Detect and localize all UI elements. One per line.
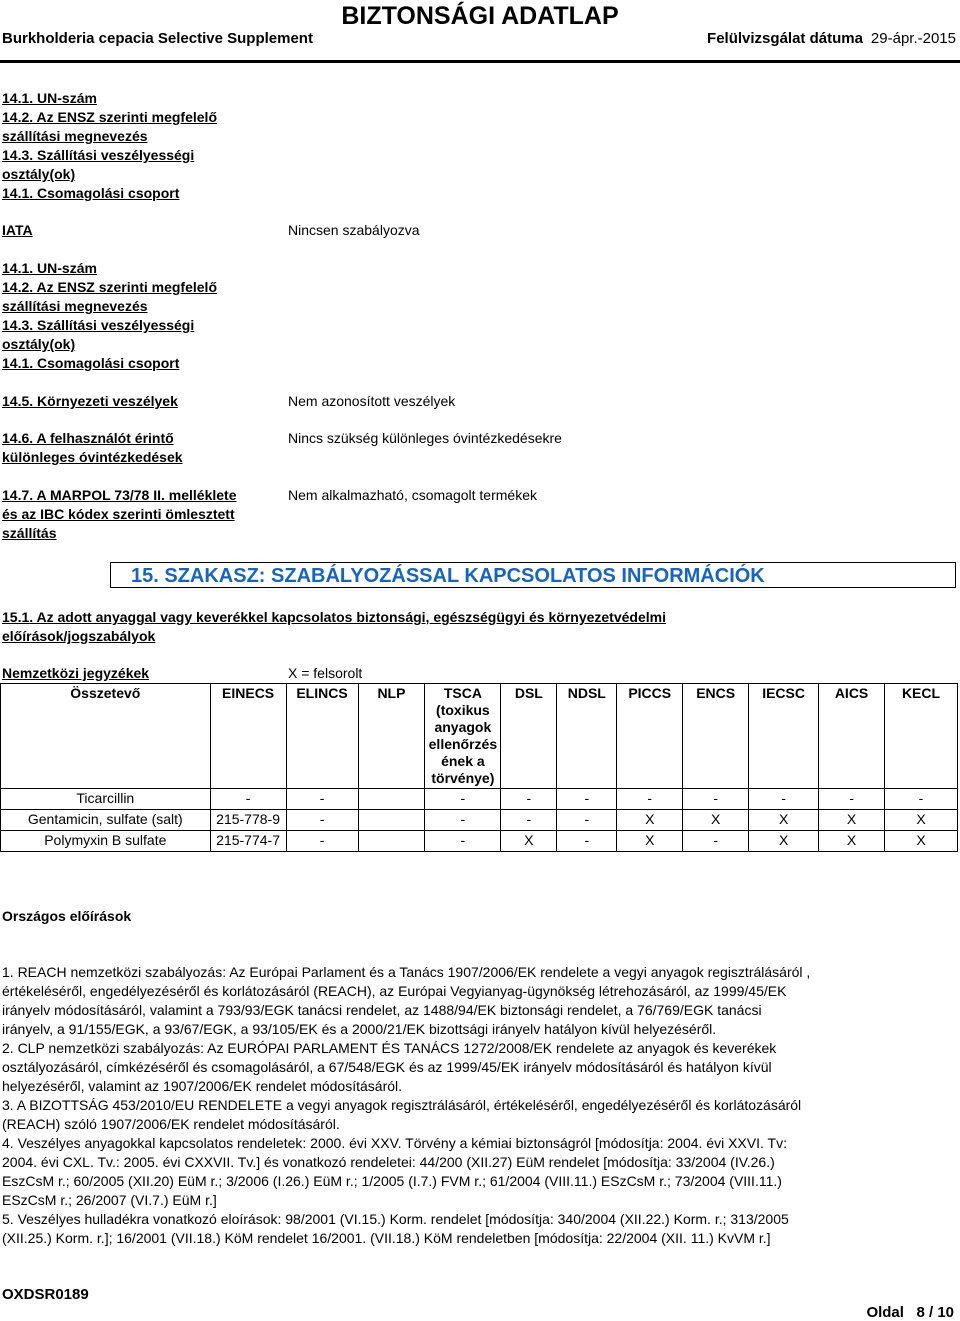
table-cell: X	[749, 810, 819, 831]
regulation-line: 3. A BIZOTTSÁG 453/2010/EU RENDELETE a vegyi anyagok regisztrálásáról, értékeléséről, engedélyezéséről és korlátozásáról	[2, 1097, 802, 1113]
col-header: AICS	[819, 684, 885, 789]
table-cell: -	[425, 789, 501, 810]
product-name: Burkholderia cepacia Selective Supplement	[2, 30, 313, 47]
env-hazard-value: Nem azonosított veszélyek	[288, 393, 456, 409]
regulation-line: 5. Veszélyes hulladékra vonatkozó eloírások: 98/2001 (VI.15.) Korm. rendelet [módosítja: 340/2004 (XII.22.) Korm. r.; 313/2005	[2, 1211, 789, 1227]
revision-info	[707, 30, 956, 47]
regulation-line: EszCsM r.; 60/2005 (XII.20) EüM r.; 3/2006 (I.26.) EüM r.; 1/2005 (I.7.) FVM r.; 61/2004 (VIII.11.) ESzCsM r.; 73/2004 (VIII.11.)	[2, 1173, 782, 1189]
regulation-line: (XII.25.) Korm. r.]; 16/2001 (VII.18.) KöM rendelet 16/2001. (VII.18.) KöM rendeletben [módosítja: 22/2004 (XII. 11.) KvVM r.]	[2, 1230, 771, 1246]
regulation-line: 2004. évi CXL. Tv.: 2005. évi CXXVII. Tv.] és vonatkozó rendeletei: 44/200 (XII.27) EüM rendelet [módosítja: 33/2004 (IV.26.)	[2, 1154, 775, 1170]
table-cell: -	[501, 810, 557, 831]
table-cell: -	[617, 789, 683, 810]
table-row	[1, 789, 958, 810]
table-cell	[358, 831, 425, 852]
regulation-line: irányelv, a 91/155/EGK, a 93/67/EGK, a 93/105/EK és a 2000/21/EK bizottsági irányelv hatályon kívül helyezéséről.	[2, 1021, 717, 1037]
table-cell: X	[749, 831, 819, 852]
international-inventories-label: Nemzetközi jegyzékek	[2, 665, 150, 681]
col-header: IECSC	[749, 684, 819, 789]
table-cell: -	[885, 789, 958, 810]
table-row	[1, 810, 958, 831]
table-header-row	[1, 684, 958, 789]
table-row	[1, 831, 958, 852]
table-cell: Gentamicin, sulfate (salt)	[1, 810, 211, 831]
col-header: DSL	[501, 684, 557, 789]
table-cell: -	[683, 789, 749, 810]
shipping-name-label-cont: szállítási megnevezés	[2, 298, 148, 314]
table-cell: -	[425, 831, 501, 852]
hazard-class-label: 14.3. Szállítási veszélyességi	[2, 317, 195, 333]
shipping-name-label-cont: szállítási megnevezés	[2, 128, 148, 144]
regulation-line: 1. REACH nemzetközi szabályozás: Az Európai Parlament és a Tanács 1907/2006/EK rendelete a vegyi anyagok regisztrálásáról ,	[2, 964, 811, 980]
page-number	[866, 1304, 954, 1321]
user-precautions-label: 14.6. A felhasználót érintő különleges óvintézkedések	[2, 430, 183, 465]
iata-value: Nincsen szabályozva	[288, 222, 420, 238]
table-cell: -	[819, 789, 885, 810]
col-header: KECL	[885, 684, 958, 789]
regulation-line: osztályozásáról, címkézéséről és csomagolásáról, a 67/548/EGK és az 1999/45/EK irányelv módosításáról és hatályon kívül	[2, 1059, 772, 1075]
packing-group-label: 14.1. Csomagolási csoport	[2, 355, 180, 371]
table-cell: Polymyxin B sulfate	[1, 831, 211, 852]
table-cell: X	[683, 810, 749, 831]
subsection-15-1-heading: 15.1. Az adott anyaggal vagy keverékkel kapcsolatos biztonsági, egészségügyi és környezetvédelmi előírások/jogszabályok	[2, 609, 666, 644]
table-cell: -	[425, 810, 501, 831]
inventory-table	[0, 683, 958, 852]
table-cell: 215-774-7	[210, 831, 286, 852]
table-cell: -	[749, 789, 819, 810]
table-cell: X	[501, 831, 557, 852]
hazard-class-label: 14.3. Szállítási veszélyességi	[2, 147, 195, 163]
hazard-class-label-cont: osztály(ok)	[2, 336, 76, 352]
table-cell: X	[617, 831, 683, 852]
table-cell: -	[286, 831, 358, 852]
iata-heading: IATA	[2, 222, 33, 238]
col-header: NLP	[358, 684, 425, 789]
regulation-line: (REACH) szóló 1907/2006/EK rendelet módosításáról.	[2, 1116, 340, 1132]
regulation-line: ESzCsM r.; 26/2007 (VI.7.) EüM r.]	[2, 1192, 217, 1208]
packing-group-label: 14.1. Csomagolási csoport	[2, 185, 180, 201]
table-cell: -	[210, 789, 286, 810]
col-header: PICCS	[617, 684, 683, 789]
revision-date: 29-ápr.-2015	[870, 30, 956, 47]
table-cell: -	[286, 789, 358, 810]
table-cell: X	[819, 810, 885, 831]
table-cell: -	[557, 831, 617, 852]
un-number-label: 14.1. UN-szám	[2, 260, 97, 276]
col-header: NDSL	[557, 684, 617, 789]
regulation-line: 2. CLP nemzetközi szabályozás: Az EURÓPAI PARLAMENT ÉS TANÁCS 1272/2008/EK rendelete az anyagok és keverékek	[2, 1040, 777, 1056]
col-header: Összetevő	[1, 684, 211, 789]
table-cell	[358, 810, 425, 831]
table-cell: X	[819, 831, 885, 852]
regulation-line: helyezéséről, valamint az 1907/2006/EK rendelet módosításáról.	[2, 1078, 403, 1094]
table-cell: X	[617, 810, 683, 831]
col-header: TSCA (toxikus anyagok ellenőrzés ének a törvénye)	[425, 684, 501, 789]
col-header: EINECS	[210, 684, 286, 789]
document-title: BIZTONSÁGI ADATLAP	[341, 2, 619, 30]
table-cell: -	[286, 810, 358, 831]
table-cell: Ticarcillin	[1, 789, 211, 810]
user-precautions-value: Nincs szükség különleges óvintézkedésekre	[288, 430, 562, 446]
table-cell: -	[501, 789, 557, 810]
marpol-value: Nem alkalmazható, csomagolt termékek	[288, 487, 537, 503]
section-15-banner: 15. SZAKASZ: SZABÁLYOZÁSSAL KAPCSOLATOS INFORMÁCIÓK	[110, 562, 956, 588]
national-regulations-label: Országos előírások	[2, 908, 132, 924]
page-count: 8 / 10	[916, 1304, 954, 1321]
env-hazard-label: 14.5. Környezeti veszélyek	[2, 393, 178, 409]
col-header: ENCS	[683, 684, 749, 789]
inventories-legend: X = felsorolt	[288, 665, 363, 681]
transport-block-2	[2, 259, 282, 373]
national-regulations-text	[2, 963, 957, 1248]
page-label: Oldal	[866, 1304, 904, 1321]
table-cell: -	[683, 831, 749, 852]
marpol-label: 14.7. A MARPOL 73/78 II. melléklete és az IBC kódex szerinti ömlesztett szállítás	[2, 487, 237, 541]
shipping-name-label: 14.2. Az ENSZ szerinti megfelelő	[2, 109, 217, 125]
table-cell: X	[885, 831, 958, 852]
table-cell: X	[885, 810, 958, 831]
table-cell: 215-778-9	[210, 810, 286, 831]
un-number-label: 14.1. UN-szám	[2, 90, 97, 106]
document-code: OXDSR0189	[2, 1286, 89, 1303]
regulation-line: értékeléséről, engedélyezéséről és korlátozásáról (REACH), az Európai Vegyianyag-ügynökség létrehozásáról, az 1999/45/EK	[2, 983, 787, 999]
header-rule	[0, 60, 960, 63]
regulation-line: irányelv módosításáról, valamint a 793/93/EGK tanácsi rendelet, az 1488/94/EK biztonsági rendelet, a 76/769/EGK tanácsi	[2, 1002, 762, 1018]
transport-block-1	[2, 89, 282, 203]
regulation-line: 4. Veszélyes anyagokkal kapcsolatos rendeletek: 2000. évi XXV. Törvény a kémiai biztonságról [módosítja: 2004. évi XXVI. Tv:	[2, 1135, 787, 1151]
table-cell: -	[557, 789, 617, 810]
hazard-class-label-cont: osztály(ok)	[2, 166, 76, 182]
table-cell	[358, 789, 425, 810]
table-cell: -	[557, 810, 617, 831]
shipping-name-label: 14.2. Az ENSZ szerinti megfelelő	[2, 279, 217, 295]
col-header: ELINCS	[286, 684, 358, 789]
revision-label: Felülvizsgálat dátuma	[707, 30, 863, 47]
